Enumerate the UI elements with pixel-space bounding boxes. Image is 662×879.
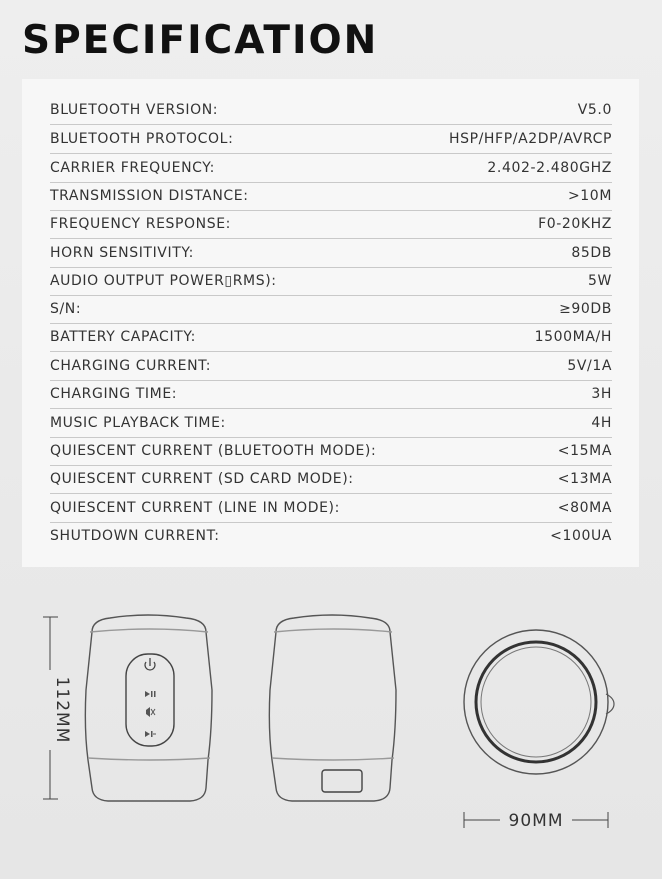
spec-value: 4H — [591, 415, 612, 431]
spec-label: FREQUENCY RESPONSE: — [50, 216, 231, 232]
speaker-back-view — [269, 615, 396, 801]
spec-value: >10M — [567, 188, 612, 204]
spec-value: 3H — [591, 386, 612, 402]
spec-value: <80MA — [557, 500, 612, 516]
spec-row — [50, 409, 612, 438]
spec-value: 85DB — [571, 245, 612, 261]
spec-value: HSP/HFP/A2DP/AVRCP — [448, 131, 612, 147]
spec-label: AUDIO OUTPUT POWER▯RMS): — [50, 273, 277, 289]
spec-value: 5W — [588, 273, 612, 289]
spec-row — [50, 239, 612, 268]
spec-label: QUIESCENT CURRENT (BLUETOOTH MODE): — [50, 443, 377, 459]
spec-row — [50, 96, 612, 125]
spec-label: SHUTDOWN CURRENT: — [50, 528, 220, 544]
spec-label: S/N: — [50, 301, 82, 317]
spec-row — [50, 465, 612, 494]
spec-row — [50, 295, 612, 324]
spec-value: 5V/1A — [567, 358, 612, 374]
spec-label: BATTERY CAPACITY: — [50, 329, 196, 345]
spec-row — [50, 125, 612, 154]
mode-icon — [146, 707, 155, 717]
spec-value: <15MA — [557, 443, 612, 459]
spec-label: MUSIC PLAYBACK TIME: — [50, 415, 226, 431]
spec-label: QUIESCENT CURRENT (LINE IN MODE): — [50, 500, 340, 516]
spec-label: BLUETOOTH PROTOCOL: — [50, 131, 234, 147]
spec-row — [50, 437, 612, 466]
spec-row — [50, 380, 612, 409]
spec-label: CHARGING CURRENT: — [50, 358, 212, 374]
width-label: 90MM — [508, 811, 564, 831]
spec-value: <13MA — [557, 471, 612, 487]
spec-label: TRANSMISSION DISTANCE: — [50, 188, 249, 204]
spec-row — [50, 494, 612, 523]
play-pause-icon — [145, 691, 156, 697]
speaker-diagram — [0, 590, 662, 879]
speaker-top-view — [464, 630, 614, 774]
spec-value: ≥90DB — [559, 301, 612, 317]
spec-row — [50, 522, 612, 550]
spec-label: CHARGING TIME: — [50, 386, 178, 402]
spec-row — [50, 352, 612, 381]
spec-value: <100UA — [550, 528, 612, 544]
spec-value: 1500MA/H — [534, 329, 612, 345]
spec-value: 2.402-2.480GHZ — [487, 160, 612, 176]
spec-row — [50, 154, 612, 183]
spec-label: BLUETOOTH VERSION: — [50, 102, 219, 118]
spec-label: HORN SENSITIVITY: — [50, 245, 194, 261]
spec-value: F0-20KHZ — [538, 216, 612, 232]
spec-row — [50, 267, 612, 296]
height-label: 112MM — [52, 676, 72, 744]
spec-panel — [22, 79, 639, 567]
spec-row — [50, 182, 612, 211]
next-icon — [145, 731, 156, 737]
spec-row — [50, 210, 612, 239]
spec-row — [50, 323, 612, 352]
power-icon — [145, 658, 155, 670]
spec-label: QUIESCENT CURRENT (SD CARD MODE): — [50, 471, 354, 487]
page-title: SPECIFICATION — [22, 18, 379, 63]
spec-label: CARRIER FREQUENCY: — [50, 160, 215, 176]
spec-value: V5.0 — [577, 102, 612, 118]
